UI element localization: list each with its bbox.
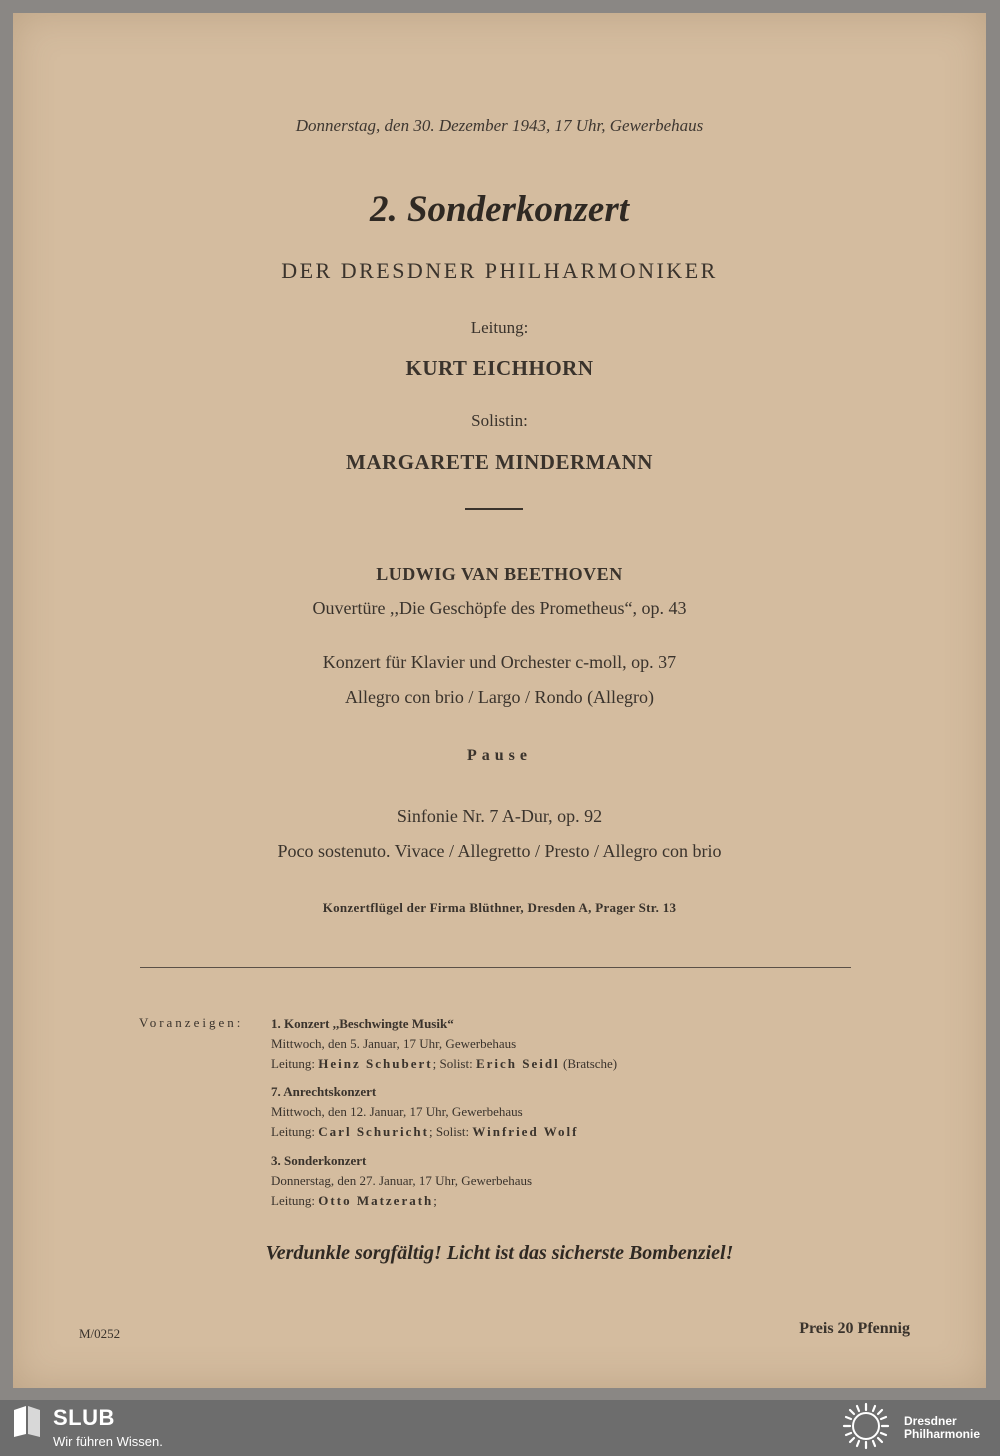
book-icon bbox=[12, 1404, 42, 1443]
orchestra-name: DER DRESDNER PHILHARMONIKER bbox=[281, 258, 718, 283]
conductor-label: Leitung: bbox=[470, 318, 529, 337]
conductor-name: Heinz Schubert bbox=[318, 1056, 433, 1071]
soloist-name: Winfried Wolf bbox=[472, 1124, 579, 1139]
slub-tagline: Wir führen Wissen. bbox=[53, 1434, 163, 1449]
partner-name[interactable] bbox=[904, 1415, 980, 1441]
long-divider bbox=[140, 967, 851, 968]
preview-credits bbox=[271, 1122, 578, 1142]
solist-prefix: ; Solist: bbox=[432, 1056, 473, 1071]
solist-prefix: ; Solist: bbox=[429, 1124, 470, 1139]
conductor-name: Carl Schuricht bbox=[318, 1124, 429, 1139]
piano-note: Konzertflügel der Firma Blüthner, Dresden A, Prager Str. 13 bbox=[322, 900, 677, 915]
leitung-prefix: Leitung: bbox=[271, 1056, 316, 1071]
intermission: Pause bbox=[467, 747, 532, 764]
concert-program-page bbox=[13, 13, 986, 1388]
work-symphony: Sinfonie Nr. 7 A-Dur, op. 92 bbox=[396, 806, 603, 826]
partner-line-2: Philharmonie bbox=[904, 1427, 981, 1441]
preview-credits bbox=[271, 1054, 617, 1074]
price-label: Preis 20 Pfennig bbox=[799, 1320, 910, 1337]
slub-name[interactable]: SLUB bbox=[53, 1405, 115, 1430]
sunburst-logo-icon[interactable] bbox=[840, 1401, 892, 1456]
work-piano-concerto: Konzert für Klavier und Orchester c-moll, op. 37 bbox=[322, 652, 677, 672]
composer-name: LUDWIG VAN BEETHOVEN bbox=[376, 564, 623, 584]
work-symphony-movements: Poco sostenuto. Vivace / Allegretto / Presto / Allegro con brio bbox=[277, 841, 722, 861]
preview-credits bbox=[271, 1191, 532, 1211]
preview-item bbox=[271, 1014, 617, 1074]
footer-bar bbox=[0, 1400, 1000, 1451]
preview-item bbox=[271, 1082, 578, 1142]
soloist-label: Solistin: bbox=[471, 411, 528, 430]
leitung-prefix: Leitung: bbox=[271, 1193, 316, 1208]
solist-prefix: ; bbox=[433, 1193, 437, 1208]
catalog-number: M/0252 bbox=[79, 1326, 121, 1341]
preview-when: Mittwoch, den 12. Januar, 17 Uhr, Gewerbehaus bbox=[271, 1104, 523, 1119]
concert-title: 2. Sonderkonzert bbox=[369, 189, 630, 230]
solist-suffix: (Bratsche) bbox=[562, 1056, 618, 1071]
partner-line-1: Dresdner bbox=[904, 1414, 957, 1428]
preview-title: 1. Konzert ,,Beschwingte Musik“ bbox=[271, 1016, 454, 1031]
leitung-prefix: Leitung: bbox=[271, 1124, 316, 1139]
concert-date-line: Donnerstag, den 30. Dezember 1943, 17 Uhr, Gewerbehaus bbox=[295, 116, 704, 135]
preview-when: Donnerstag, den 27. Januar, 17 Uhr, Gewerbehaus bbox=[271, 1173, 533, 1188]
work-piano-concerto-movements: Allegro con brio / Largo / Rondo (Allegro) bbox=[344, 687, 655, 707]
preview-when: Mittwoch, den 5. Januar, 17 Uhr, Gewerbehaus bbox=[271, 1036, 517, 1051]
work-overture: Ouvertüre ,,Die Geschöpfe des Prometheus“, op. 43 bbox=[312, 598, 687, 618]
preview-item bbox=[271, 1151, 532, 1211]
short-divider bbox=[465, 508, 523, 510]
soloist-name: MARGARETE MINDERMANN bbox=[346, 450, 653, 474]
previews-label: Voranzeigen: bbox=[139, 1015, 244, 1030]
conductor-name: Otto Matzerath bbox=[318, 1193, 434, 1208]
soloist-name: Erich Seidl bbox=[475, 1056, 560, 1071]
preview-title: 7. Anrechtskonzert bbox=[271, 1084, 377, 1099]
blackout-slogan: Verdunkle sorgfältig! Licht ist das sicherste Bombenziel! bbox=[265, 1242, 734, 1264]
preview-title: 3. Sonderkonzert bbox=[271, 1153, 367, 1168]
conductor-name: KURT EICHHORN bbox=[405, 356, 594, 380]
